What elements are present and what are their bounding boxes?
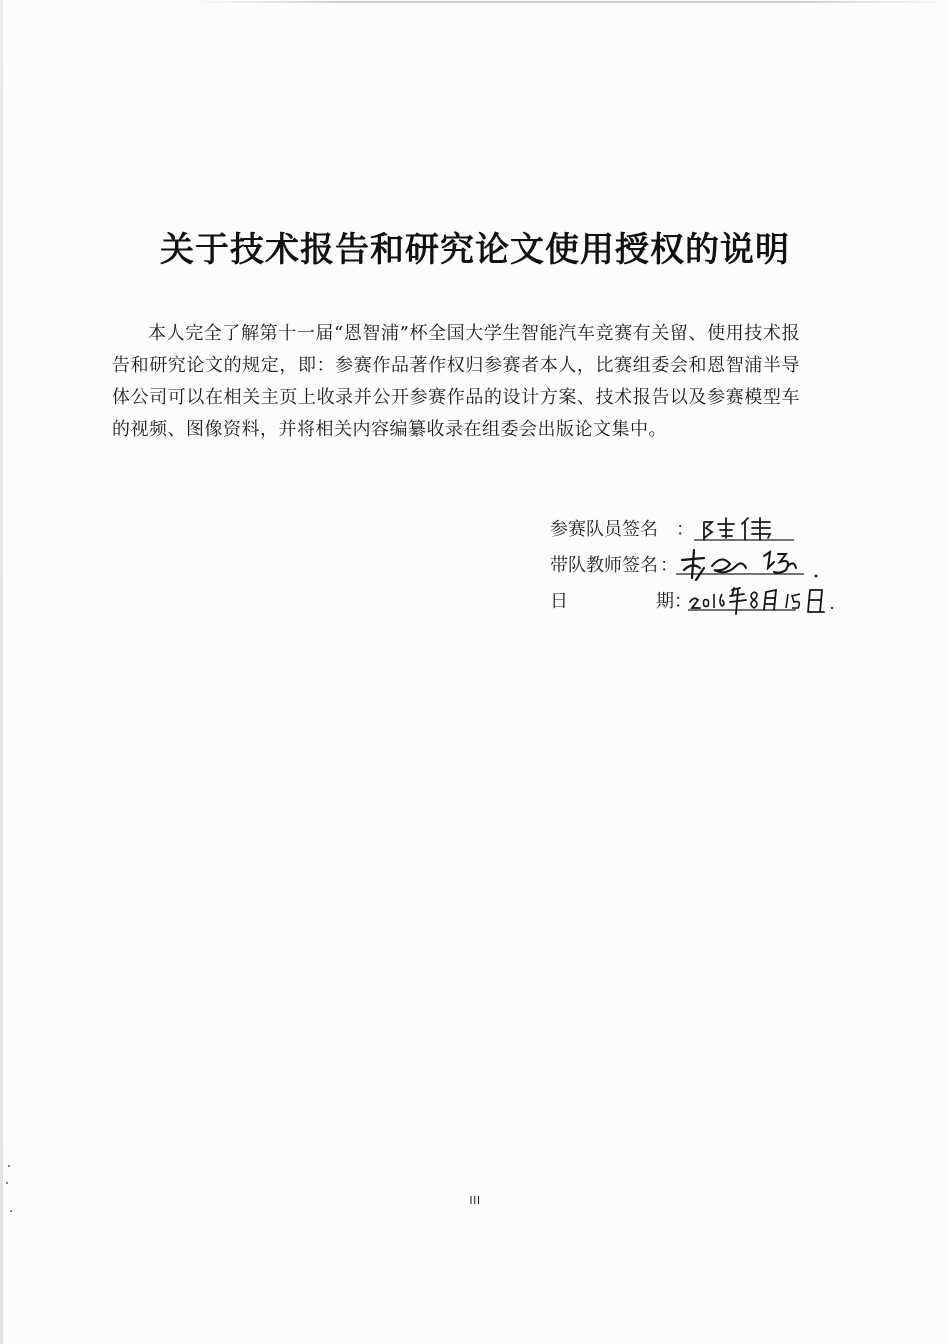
advisor-signature-label: 带队教师签名 [550, 555, 658, 576]
date-colon: ： [674, 591, 692, 612]
scan-speck [8, 1165, 10, 1167]
handwritten-date [688, 580, 838, 618]
date-row [550, 584, 850, 620]
document-title: 关于技术报告和研究论文使用授权的说明 [160, 230, 790, 270]
member-handwritten-signature [690, 514, 800, 546]
advisor-signature-row [550, 548, 850, 584]
page-number: III [469, 1194, 481, 1207]
date-label-period: 期 [656, 591, 674, 612]
scan-artifact-top [190, 1, 950, 3]
member-signature-label: 参赛队员签名 [550, 519, 658, 540]
advisor-handwritten-signature [674, 546, 824, 582]
scan-speck [10, 1210, 12, 1212]
date-label-day: 日 [550, 591, 568, 612]
member-signature-colon: ： [676, 519, 694, 540]
signature-block [550, 512, 850, 620]
scan-speck [6, 1182, 8, 1184]
member-signature-row [550, 512, 850, 548]
scan-artifact-left [0, 0, 3, 1344]
authorization-statement: 本人完全了解第十一届“恩智浦”杯全国大学生智能汽车竞赛有关留、使用技术报告和研究论文的规定，即：参赛作品著作权归参赛者本人，比赛组委会和恩智浦半导体公司可以在相关主页上收录并公开参赛作品的设计方案、技术报告以及参赛模型车的视频、图像资料，并将相关内容编纂收录在组委会出版论文集中。 [112, 323, 800, 440]
advisor-signature-colon: ： [660, 555, 678, 576]
